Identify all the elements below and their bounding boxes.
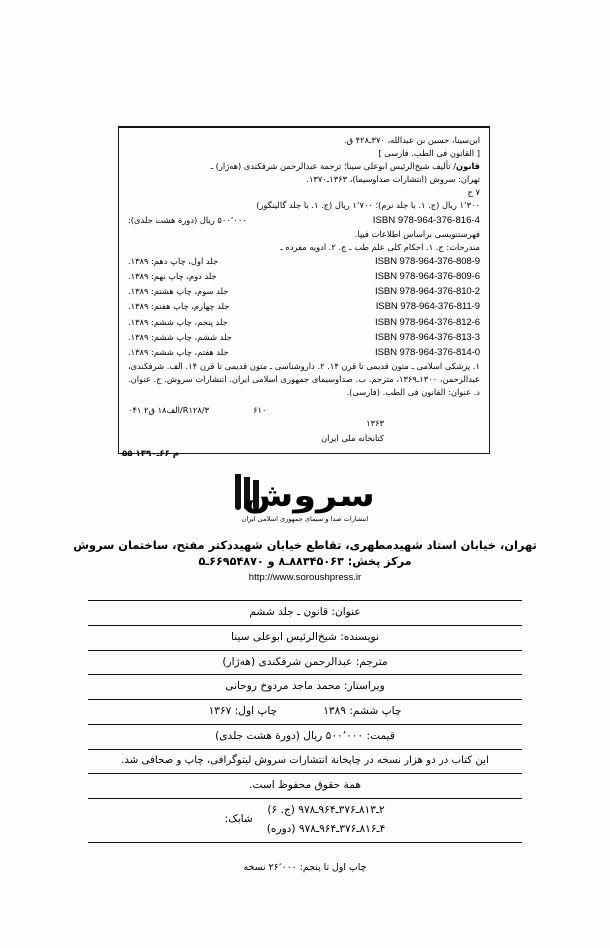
volume-isbn: ISBN 978-964-376-814-0 [375,346,480,358]
cip-price-line: ۱٬۳۰۰ ريال (ج. ۱. با جلد نرم)؛ ۱٬۷۰۰ ريال (ج. ۱. با جلد گالينگور) [256,200,480,211]
volume-label: جلد سوم، چاپ هشتم: ۱۳۸۹. [128,286,229,297]
distribution-phone-line: مركز پخش: ۸۸۳۴۵۰۶۳ـ۸ و ۶۶۹۵۴۸۷۰ـ۵ [198,555,412,569]
shabak-volume-code: ۲ـ۸۱۳ـ۳۷۶ـ۹۶۴ـ۹۷۸ (ج. ۶) [267,804,385,817]
detail-price: قيمت: ۵۰۰٬۰۰۰ ريال (دورة هشت جلدی) [88,725,522,750]
logo-mark [235,470,375,512]
table-row [88,625,522,650]
table-row [88,774,522,799]
detail-sixth-print: چاپ ششم: ۱۳۸۹ [323,705,402,718]
table-row [88,700,522,725]
detail-translator: مترجم: عبدالرحمن شرفكندی (هه‌ژار) [88,650,522,675]
volume-isbn: ISBN 978-964-376-810-2 [375,286,480,298]
cip-basis: فهرستنويسی براساس اطلاعات فيپا. [354,228,480,239]
cip-year: ۱۳۶۳ [366,418,384,429]
cip-title-bold: قانون [456,161,480,172]
detail-printing-note: اين كتاب در دو هزار نسخه در چاپخانة انتشارات سروش ليتوگرافی، چاپ و صحافی شد. [88,749,522,773]
detail-author: نويسنده: شيخ‌الرئيس ابوعلی سينا [88,625,522,650]
volume-isbn: ISBN 978-964-376-808-9 [375,255,480,267]
shabak-set-code: ۴ـ۸۱۶ـ۳۷۶ـ۹۶۴ـ۹۷۸ (دوره) [266,822,386,835]
detail-print-editions [94,704,516,719]
publisher-logo [0,470,610,523]
cip-set-isbn: ISBN 978-964-376-816-4 [372,214,480,226]
cip-call-number: R۱۲۸/۳/الف۱۸ ق۲ ۰۴۱ [128,405,210,416]
volume-isbn-row [128,315,480,330]
volume-label: جلد هفتم، چاپ ششم: ۱۳۸۹. [128,346,229,357]
book-details-table [88,600,522,843]
cip-block [118,126,490,454]
volume-isbn-row [128,284,480,299]
volume-isbn-row [128,269,480,284]
volume-label: جلد چهارم، چاپ هفتم: ۱۳۸۹. [128,301,230,312]
table-row [88,799,522,843]
address-line: تهران، خيابان استاد شهيدمطهری، تقاطع خيابان شهيددكتر مفتح، ساختمان سروش [73,538,537,552]
volume-isbn: ISBN 978-964-376-811-9 [375,301,480,313]
soroush-wordmark: سروش [242,478,375,514]
detail-editor: ويراستار: محمد ماجد مردوخ روحانی [88,675,522,700]
cip-extent: ۷ ج [467,187,480,198]
table-row [88,725,522,750]
logo-tagline: انتشارات صدا و سيمای جمهوری اسلامی ايران [241,515,369,523]
volume-isbn: ISBN 978-964-376-812-6 [375,316,480,328]
cip-uniform-title: [ القانون فی الطب. فارسی ] [378,148,480,159]
cip-set-price: ۵۰۰٬۰۰۰ ريال (دورة هشت جلدی): [128,214,247,225]
shabak-label: شابک: [224,813,253,826]
cip-title-rest: / تأليف شيخ‌الرئيس ابوعلی سينا؛ ترجمة عبدالرحمن شرفكندی (هه‌ژار) ـ [210,161,457,172]
cip-subject-headings: ۱. پزشكی اسلامی ـ متون قديمی تا قرن ۱۴. ۲. داروشناسی ـ متون قديمی تا قرن ۱۴. الف. شرفكندی، عبدالرحمن، ۱۳۰۰ـ۱۳۶۹، مترجم. ب. صداوسيمای جمهوری اسلامی ايران. انتشارات سروش. ج. عنوان. د. عنوان: القانون فی الطب. (فارسی). [128,361,480,398]
table-row [88,675,522,700]
volume-isbn-row [128,345,480,360]
cip-classification-row [128,404,480,417]
volume-label: جلد ششم، چاپ ششم: ۱۳۸۹. [128,331,232,342]
detail-shabak-row [94,803,516,837]
publisher-website-link[interactable]: http://www.soroushpress.ir [248,571,362,583]
detail-rights-note: همة حقوق محفوظ است. [88,774,522,799]
cip-record-number: م ۶۶ـ۱۳۹۰ ۵۵ [122,449,180,459]
cip-imprint: تهران: سروش (انتشارات صداوسيما)، ۱۳۶۳ـ۱۳۷۰. [306,174,480,185]
volume-isbn-row [128,254,480,269]
volume-label: جلد دوم، چاپ نهم: ۱۳۸۹. [128,271,217,282]
publisher-address [0,537,610,583]
print-run-line: چاپ اول تا پنجم: ۲۶٬۰۰۰ نسخه [243,862,367,873]
table-row [88,601,522,626]
volume-label: جلد پنجم، چاپ ششم: ۱۳۸۹. [128,316,228,327]
volume-isbn: ISBN 978-964-376-809-6 [375,271,480,283]
shabak-codes [267,803,386,837]
detail-title: عنوان: قانون ـ جلد ششم [88,601,522,626]
cip-author-heading: ابن‌سينا، حسين بن عبدالله، ۳۷۰ـ۴۲۸ ق. [343,135,480,145]
table-row [88,650,522,675]
volume-isbn-row [128,299,480,314]
cip-set-isbn-row [128,213,480,228]
cip-contents: مندرجات: ج. ۱. احكام كلی علم طب ـ ج. ۲. ادويه مفرده ـ [280,241,480,252]
cip-national-library: كتابخانه ملی ايران [321,433,384,444]
volume-isbn-row [128,330,480,345]
table-row [88,749,522,773]
cip-dewey-number: ۶۱۰ [253,405,267,416]
detail-first-print: چاپ اول: ۱۳۶۷ [208,705,278,718]
cip-title-statement [128,160,480,173]
volume-label: جلد اول، چاپ دهم: ۱۳۸۹. [128,255,219,266]
volume-isbn: ISBN 978-964-376-813-3 [375,331,480,343]
